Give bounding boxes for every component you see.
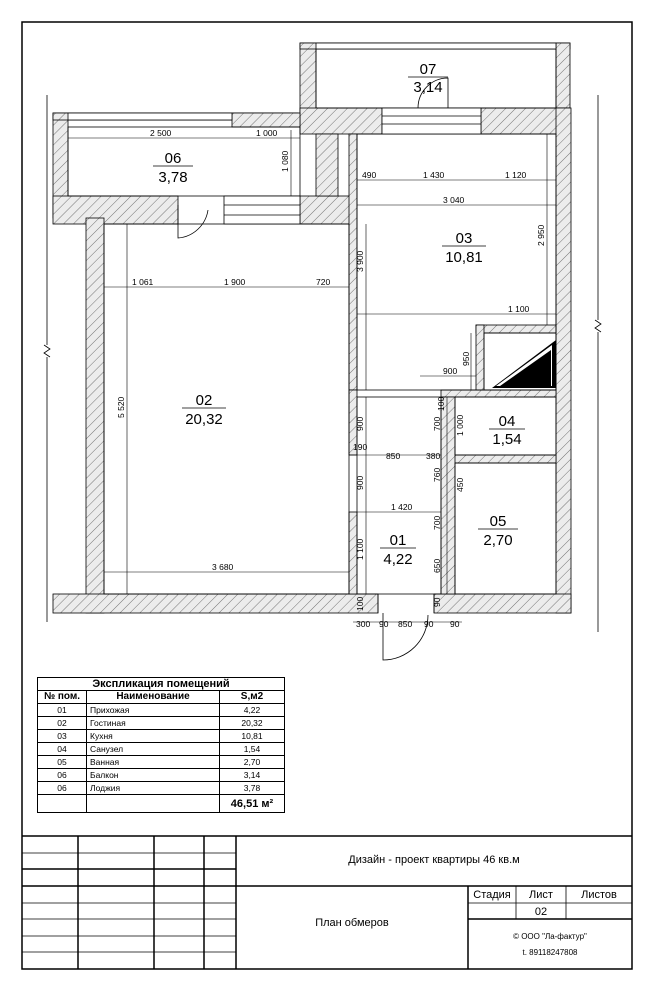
room-01-label [380,532,416,568]
dim-label: 700 [432,416,442,431]
table-row: 06 Балкон 3,14 [38,769,285,782]
dim-label: 1 080 [280,150,290,172]
room-04-label [489,413,525,448]
dim-label: 1 430 [423,170,445,180]
table-title: Экспликация помещений [38,678,285,691]
stage-label: Стадия [473,889,511,901]
dim-label: 1 000 [256,128,278,138]
dim-label: 3 900 [355,250,365,272]
dim-label: 1 120 [505,170,527,180]
room-05-label [478,513,518,549]
doors [178,78,448,660]
dim-label: 760 [432,467,442,482]
dim-label: 90 [432,597,442,607]
dim-label: 3 040 [443,195,465,205]
room-02-label [182,392,226,428]
dim-label: 300 [356,619,371,629]
dim-label: 90 [379,619,389,629]
room-03-label [442,230,486,266]
table-row: 03 Кухня 10,81 [38,730,285,743]
dim-label: 100 [355,596,365,611]
table-row: 01 Прихожая 4,22 [38,704,285,717]
dim-label: 900 [355,416,365,431]
svg-text:02: 02 [195,392,213,409]
svg-text:10,81: 10,81 [445,249,483,266]
dim-label: 90 [424,619,434,629]
dim-label: 380 [426,451,441,461]
dim-label: 900 [443,366,458,376]
column-header: № пом. [38,691,87,704]
room-06-label [153,150,193,186]
company-phone: t. 89118247808 [522,948,578,957]
dim-label: 1 061 [132,277,154,287]
svg-text:2,70: 2,70 [483,532,513,549]
dim-label: 3 680 [212,562,234,572]
table-row: 04 Санузел 1,54 [38,743,285,756]
svg-text:05: 05 [489,513,507,530]
dim-label: 100 [436,396,446,411]
svg-text:3,78: 3,78 [158,169,188,186]
dim-label: 700 [432,515,442,530]
svg-text:3,14: 3,14 [413,79,443,96]
room-07-label [408,61,448,96]
dim-label: 950 [461,351,471,366]
svg-text:04: 04 [498,413,516,430]
svg-text:06: 06 [164,150,182,167]
column-header: Наименование [87,691,220,704]
dim-label: 1 420 [391,502,413,512]
dim-label: 850 [398,619,413,629]
dim-label: 2 500 [150,128,172,138]
project-title: Дизайн - проект квартиры 46 кв.м [348,854,520,866]
dim-label: 1 100 [355,538,365,560]
dim-label: 2 950 [536,224,546,246]
dim-label: 90 [450,619,460,629]
svg-text:1,54: 1,54 [492,431,522,448]
table-header-row [38,691,285,704]
svg-text:01: 01 [389,532,407,549]
dim-label: 1 900 [224,277,246,287]
sheets-label: Листов [581,889,617,901]
sheet-label: Лист [529,889,553,901]
company-name: © ООО "Ла-фактур" [513,932,587,941]
dim-label: 490 [362,170,377,180]
table-row: 06 Лоджия 3,78 [38,782,285,795]
dim-label: 5 520 [116,396,126,418]
dim-label: 190 [353,442,368,452]
dim-label: 900 [355,475,365,490]
dim-label: 1 000 [455,414,465,436]
sheet-title: План обмеров [315,917,389,929]
dim-label: 650 [432,558,442,573]
dim-label: 450 [455,477,465,492]
explication-table [37,677,285,813]
svg-text:07: 07 [419,61,437,78]
total-area: 46,51 м² [220,795,285,813]
svg-text:03: 03 [455,230,473,247]
sheet-number: 02 [534,906,548,918]
table-total-row [38,795,285,813]
svg-text:20,32: 20,32 [185,411,223,428]
table-row: 05 Ванная 2,70 [38,756,285,769]
column-header: S,м2 [220,691,285,704]
svg-text:4,22: 4,22 [383,551,413,568]
dim-label: 720 [316,277,331,287]
table-row: 02 Гостиная 20,32 [38,717,285,730]
dim-label: 850 [386,451,401,461]
dim-label: 1 100 [508,304,530,314]
